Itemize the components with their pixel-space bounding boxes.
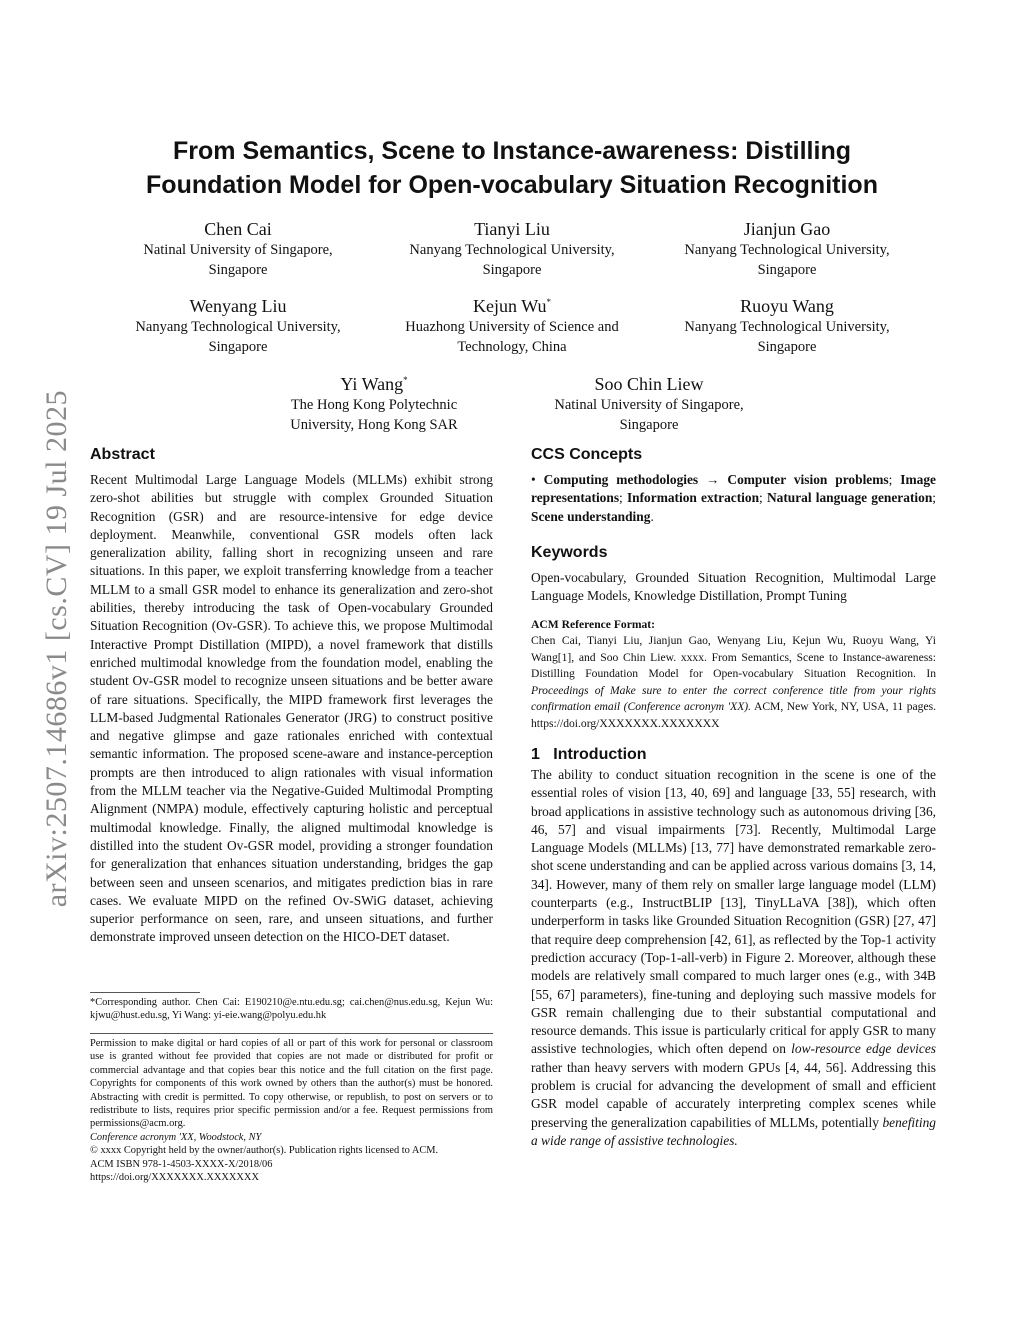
corresponding-author-footnote: *Corresponding author. Chen Cai: E190210@e.ntu.edu.sg; cai.chen@nus.edu.sg, Kejun Wu: kjwu@hust.edu.sg, Yi Wang: yi-eie.wang@polyu.edu.hk <box>90 997 493 1022</box>
author-block <box>224 369 524 435</box>
author-affiliation: Nanyang Technological University, <box>135 319 341 335</box>
author-affiliation: Nanyang Technological University, <box>684 242 890 258</box>
author-affiliation: Singapore <box>757 262 817 278</box>
author-block <box>637 291 937 357</box>
author-affiliation: Nanyang Technological University, <box>684 319 890 335</box>
author-name: Tianyi Liu <box>474 219 550 239</box>
author-name: Soo Chin Liew <box>594 374 704 394</box>
arxiv-identifier: arXiv:2507.14686v1 [cs.CV] 19 Jul 2025 <box>40 390 73 908</box>
author-name: Jianjun Gao <box>743 219 831 239</box>
ccs-section <box>531 445 936 526</box>
author-affiliation: Huazhong University of Science and <box>405 319 619 335</box>
author-block <box>362 214 662 280</box>
author-block <box>362 291 662 357</box>
author-affiliation: Nanyang Technological University, <box>409 242 615 258</box>
author-name: Yi Wang* <box>340 374 408 394</box>
introduction-text: The ability to conduct situation recognition in the scene is one of the essential roles of vision [13, 40, 69] and language [33, 55] research, with broad applications in assistive technology such as autonomous driving [36, 46, 57] and visual impairments [73]. Recently, Multimodal Large Language Models (MLLMs) [13, 77] have demonstrated remarkable zero-shot scene understanding and can be applied across various domains [3, 14, 34]. However, many of them rely on smaller large language model (LLM) counterparts (e.g., InstructBLIP [13], TinyLLaVA [38]), which often underperform in tasks like Grounded Situation Recognition (GSR) [27, 47] that require deep comprehension [42, 61], as reflected by the Top-1 activity prediction accuracy (Top-1-all-verb) in Figure 2. Moreover, although these models are relatively small compared to much larger ones (e.g., with 34B [55, 67] parameters), fine-tuning and deploying such massive models for GSR remain challenging due to their substantial computational and resource demands. This issue is particularly critical for apply GSR to many assistive technologies, which often depend on low-resource edge devices rather than heavy servers with modern GPUs [4, 44, 56]. Addressing this problem is crucial for advancing the development of small and efficient GSR model capable of accurately interpreting complex scenes while preserving the generalization capabilities of MLLMs, potentially benefiting a wide range of assistive technologies. <box>531 767 936 1148</box>
keywords-section <box>531 543 936 606</box>
keywords-heading: Keywords <box>531 544 608 561</box>
author-name: Wenyang Liu <box>189 296 287 316</box>
author-block <box>88 214 388 280</box>
conference-line: Conference acronym 'XX, Woodstock, NY <box>90 1131 262 1143</box>
acm-reference-heading: ACM Reference Format: <box>531 618 656 631</box>
acm-reference-text: Chen Cai, Tianyi Liu, Jianjun Gao, Wenyang Liu, Kejun Wu, Ruoyu Wang, Yi Wang[1], and Soo Chin Liew. xxxx. From Semantics, Scene to Instance-awareness: Distilling Foundation Model for Open-vocabulary Situation Recognition. In Proceedings of Make sure to enter the correct conference title from your rights confirmation email (Conference acronym 'XX). ACM, New York, NY, USA, 11 pages. https://doi.org/XXXXXXX.XXXXXXX <box>531 634 936 730</box>
abstract-section <box>90 445 493 947</box>
ccs-concepts: • Computing methodologies → Computer vision problems; Image representations; Information extraction; Natural language generation; Scene understanding. <box>531 472 936 524</box>
author-affiliation: Natinal University of Singapore, <box>143 242 333 258</box>
author-name: Chen Cai <box>204 219 272 239</box>
ccs-heading: CCS Concepts <box>531 446 643 463</box>
doi-line: https://doi.org/XXXXXXX.XXXXXXX <box>90 1172 259 1184</box>
author-affiliation: Natinal University of Singapore, <box>554 397 744 413</box>
author-block <box>499 369 799 435</box>
introduction-section <box>531 745 936 1150</box>
author-affiliation: Singapore <box>208 262 268 278</box>
title-line-1: From Semantics, Scene to Instance-awareness: Distilling <box>173 137 851 165</box>
footnote-divider <box>90 992 200 993</box>
abstract-text: Recent Multimodal Large Language Models (MLLMs) exhibit strong zero-shot abilities but struggle with complex Grounded Situation Recognition (GSR) and are resource-intensive for edge device deployment. Meanwhile, conventional GSR models often lack generalization ability, falling short in recognizing unseen and rare situations. In this paper, we exploit transferring knowledge from a teacher MLLM to a small GSR model to enhance its generalization and zero-shot abilities, thereby introducing the task of Open-vocabulary Grounded Situation Recognition (Ov-GSR). To achieve this, we propose Multimodal Interactive Prompt Distillation (MIPD), a novel framework that distills enriched multimodal knowledge from the foundation model, enabling the student Ov-GSR model to recognize unseen situations and be better aware of rare situations. Specifically, the MIPD framework first leverages the LLM-based Judgmental Rationales Generator (JRG) to construct positive and negative glimpse and gaze rationales enriched with contextual semantic information. The proposed scene-aware and instance-perception prompts are then introduced to align rationales with visual information from the MLLM teacher via the Negative-Guided Multimodal Prompting Alignment (NMPA) module, effectively capturing holistic and perceptual multimodal knowledge. Finally, the aligned multimodal knowledge is distilled into the student Ov-GSR model, providing a stronger foundation for generalization that enhances situation understanding, bridges the gap between seen and unseen scenarios, and mitigates prediction bias in rare cases. We evaluate MIPD on the refined Ov-SWiG dataset, achieving superior performance on seen, rare, and unseen situations, and further demonstrate improved unseen detection on the HICO-DET dataset. <box>90 472 493 945</box>
abstract-heading: Abstract <box>90 446 155 463</box>
keywords-text: Open-vocabulary, Grounded Situation Recognition, Multimodal Large Language Models, Knowledge Distillation, Prompt Tuning <box>531 570 936 604</box>
isbn-line: ACM ISBN 978-1-4503-XXXX-X/2018/06 <box>90 1158 273 1170</box>
permission-block <box>90 1037 493 1184</box>
copyright-line: © xxxx Copyright held by the owner/author(s). Publication rights licensed to ACM. <box>90 1145 439 1157</box>
author-affiliation: Singapore <box>619 417 679 433</box>
introduction-heading: 1 Introduction <box>531 746 647 763</box>
title-line-2: Foundation Model for Open-vocabulary Situation Recognition <box>146 171 878 199</box>
author-affiliation: Singapore <box>757 339 817 355</box>
author-name: Ruoyu Wang <box>740 296 834 316</box>
author-affiliation: University, Hong Kong SAR <box>290 417 458 433</box>
paper-title <box>60 134 964 202</box>
acm-reference-section <box>531 617 936 732</box>
author-name: Kejun Wu* <box>473 296 551 316</box>
author-block <box>637 214 937 280</box>
permission-text: Permission to make digital or hard copies of all or part of this work for personal or classroom use is granted without fee provided that copies are not made or distributed for profit or commercial advantage and that copies bear this notice and the full citation on the first page. Copyrights for components of this work owned by others than the author(s) must be honored. Abstracting with credit is permitted. To copy otherwise, or republish, to post on servers or to redistribute to lists, requires prior specific permission and/or a fee. Request permissions from permissions@acm.org. <box>90 1038 493 1130</box>
author-affiliation: Singapore <box>482 262 542 278</box>
author-block <box>88 291 388 357</box>
author-affiliation: The Hong Kong Polytechnic <box>290 397 458 413</box>
author-affiliation: Technology, China <box>457 339 567 355</box>
author-affiliation: Singapore <box>208 339 268 355</box>
permission-divider <box>90 1033 493 1034</box>
